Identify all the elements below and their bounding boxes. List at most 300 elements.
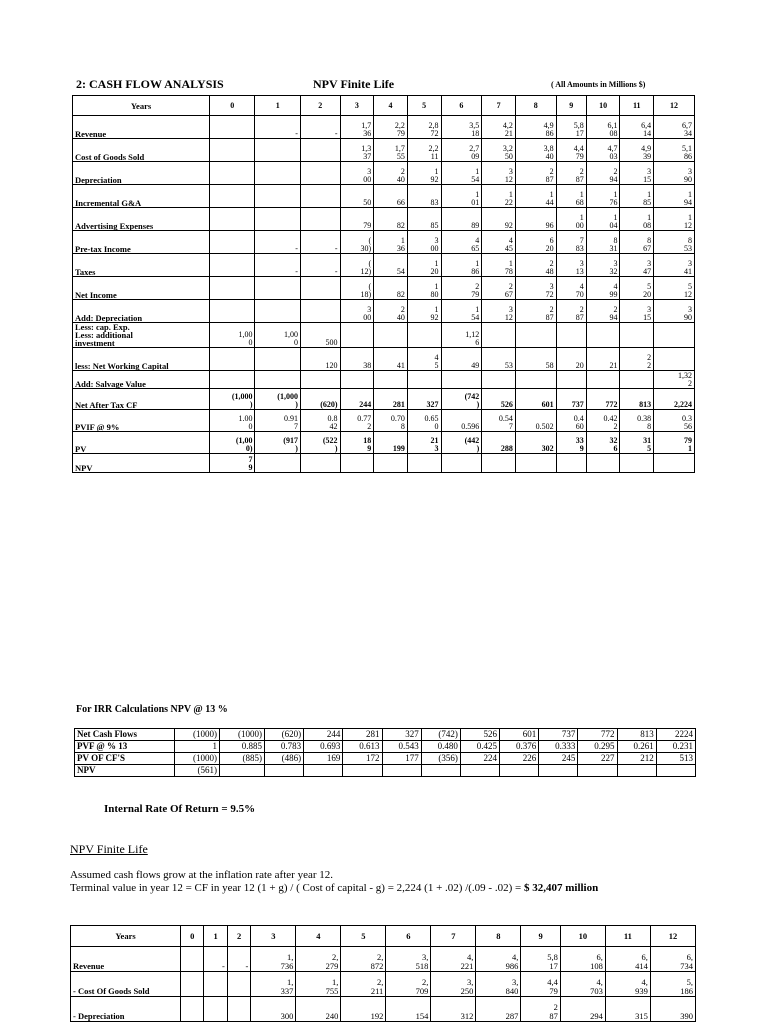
irr-result: Internal Rate Of Return = 9.5% [104, 803, 256, 815]
year-header: 5 [341, 926, 386, 947]
table-row [73, 410, 695, 432]
table-cell: 120 [300, 348, 340, 371]
table-cell: 390 [650, 997, 695, 1022]
row-label: NPV [73, 454, 210, 473]
table-row [73, 323, 695, 348]
table-cell: 199 [374, 432, 408, 454]
table-cell: 1, 736 [251, 947, 296, 972]
table-cell: 79 [340, 208, 374, 231]
npv-finite-life-table [70, 925, 696, 1022]
table-cell: (742) [421, 729, 460, 741]
table-cell: (561) [175, 765, 220, 777]
table-cell [300, 162, 340, 185]
row-label: Net Income [73, 277, 210, 300]
table-cell [255, 371, 300, 389]
table-cell [255, 454, 300, 473]
table-cell [586, 323, 620, 348]
table-cell [255, 139, 300, 162]
table-cell [515, 371, 556, 389]
table-cell: 1,00 0 [210, 323, 255, 348]
table-cell [421, 765, 460, 777]
table-cell: 737 [539, 729, 578, 741]
table-cell: 3, 250 [431, 972, 476, 997]
table-row [73, 116, 695, 139]
table-cell: 0.543 [382, 741, 421, 753]
table-cell: 7 9 [210, 454, 255, 473]
table-cell: 0.425 [460, 741, 499, 753]
table-cell: 2 67 [482, 277, 516, 300]
row-label: - Cost Of Goods Sold [71, 972, 181, 997]
year-header: 2 [227, 926, 250, 947]
table-cell [340, 454, 374, 473]
table-cell: 526 [460, 729, 499, 741]
table-cell: 154 [386, 997, 431, 1022]
table-cell [255, 348, 300, 371]
table-cell: 3 47 [620, 254, 654, 277]
table-cell: 92 [482, 208, 516, 231]
table-cell: 2, 872 [341, 947, 386, 972]
table-cell: - [300, 231, 340, 254]
table-cell: 18 9 [340, 432, 374, 454]
row-label: Advertising Expenses [73, 208, 210, 231]
table-cell: (620) [265, 729, 304, 741]
table-cell [300, 371, 340, 389]
table-cell [227, 997, 250, 1022]
table-cell: 245 [539, 753, 578, 765]
table-cell [586, 454, 620, 473]
table-cell [210, 277, 255, 300]
table-cell [204, 972, 227, 997]
table-cell: (442 ) [441, 432, 482, 454]
table-cell: 1 20 [407, 254, 441, 277]
header-row [71, 926, 696, 947]
table-cell: 8 31 [586, 231, 620, 254]
row-label: less: Net Working Capital [73, 348, 210, 371]
year-header: 10 [586, 96, 620, 116]
year-header: 2 [300, 96, 340, 116]
table-cell [460, 765, 499, 777]
table-cell: 1 68 [556, 185, 586, 208]
table-cell: 2, 279 [296, 947, 341, 972]
year-header: 9 [521, 926, 561, 947]
table-cell: 1 92 [407, 300, 441, 323]
table-cell: 31 5 [620, 432, 654, 454]
year-header: 4 [374, 96, 408, 116]
table-cell [654, 323, 695, 348]
table-cell: 4,4 79 [556, 139, 586, 162]
table-cell [300, 277, 340, 300]
table-cell [556, 371, 586, 389]
table-cell: 169 [304, 753, 343, 765]
table-cell: - [227, 947, 250, 972]
row-label: Revenue [73, 116, 210, 139]
table-cell: 302 [515, 432, 556, 454]
table-cell: 0.3 56 [654, 410, 695, 432]
table-cell: 3 90 [654, 300, 695, 323]
table-cell: 2 87 [515, 300, 556, 323]
table-cell [204, 997, 227, 1022]
table-cell [210, 208, 255, 231]
table-cell: 3, 840 [476, 972, 521, 997]
table-cell [255, 185, 300, 208]
table-cell: 8 53 [654, 231, 695, 254]
table-cell: 8 67 [620, 231, 654, 254]
table-cell [654, 348, 695, 371]
table-cell [340, 371, 374, 389]
years-label: Years [71, 926, 181, 947]
formula-text: Terminal value in year 12 = CF in year 12 (1 + g) / ( Cost of capital - g) = 2,224 (1 + .02) /(.09 - .02) = [70, 882, 524, 894]
table-cell [255, 162, 300, 185]
table-cell: 0.231 [656, 741, 695, 753]
table-cell: (1,000 ) [255, 389, 300, 410]
table-cell [343, 765, 382, 777]
row-label: - Depreciation [71, 997, 181, 1022]
table-cell: 4,9 39 [620, 139, 654, 162]
table-row [73, 139, 695, 162]
table-cell: 1 78 [482, 254, 516, 277]
table-cell [210, 371, 255, 389]
table-cell: 513 [656, 753, 695, 765]
table-cell: 4,7 03 [586, 139, 620, 162]
table-cell: 4, 986 [476, 947, 521, 972]
table-cell: 0.70 8 [374, 410, 408, 432]
table-cell [304, 765, 343, 777]
table-row [73, 185, 695, 208]
table-cell: 601 [515, 389, 556, 410]
table-cell: 3 00 [407, 231, 441, 254]
table-cell: 1 54 [441, 300, 482, 323]
table-cell: 0.376 [500, 741, 539, 753]
table-cell [181, 997, 204, 1022]
table-row [71, 972, 696, 997]
table-cell [227, 972, 250, 997]
table-cell: - [255, 116, 300, 139]
table-cell: (917 ) [255, 432, 300, 454]
table-cell [300, 185, 340, 208]
table-cell: (1000) [220, 729, 265, 741]
table-cell: 1, 337 [251, 972, 296, 997]
table-cell [620, 371, 654, 389]
table-cell: 1 80 [407, 277, 441, 300]
table-row [71, 947, 696, 972]
table-cell: 1 22 [482, 185, 516, 208]
cash-flow-table [72, 95, 695, 473]
table-cell [210, 162, 255, 185]
table-cell: 2 48 [515, 254, 556, 277]
table-cell: 1, 755 [296, 972, 341, 997]
table-cell: 82 [374, 208, 408, 231]
table-cell: 1,00 0 [255, 323, 300, 348]
table-cell: 3 72 [515, 277, 556, 300]
table-cell: 4 5 [407, 348, 441, 371]
table-cell [482, 323, 516, 348]
table-cell: 4,2 21 [482, 116, 516, 139]
table-row [73, 432, 695, 454]
table-cell: ( 12) [340, 254, 374, 277]
table-cell: 772 [586, 389, 620, 410]
table-cell: 6,7 34 [654, 116, 695, 139]
table-cell: 1 86 [441, 254, 482, 277]
table-cell [482, 454, 516, 473]
table-cell [620, 454, 654, 473]
table-cell: 0.42 2 [586, 410, 620, 432]
table-cell: (486) [265, 753, 304, 765]
table-row [75, 753, 696, 765]
table-cell: 0.885 [220, 741, 265, 753]
year-header: 9 [556, 96, 586, 116]
table-cell [515, 454, 556, 473]
table-cell [656, 765, 695, 777]
table-cell: (356) [421, 753, 460, 765]
table-cell: 0.693 [304, 741, 343, 753]
table-cell: (1,00 0) [210, 432, 255, 454]
table-cell [255, 208, 300, 231]
table-cell: 21 3 [407, 432, 441, 454]
table-cell: 212 [617, 753, 656, 765]
year-header: 5 [407, 96, 441, 116]
table-cell: 1 76 [586, 185, 620, 208]
table-cell: 4,4 79 [521, 972, 561, 997]
table-cell: 58 [515, 348, 556, 371]
table-cell: 2,2 11 [407, 139, 441, 162]
table-cell: 1 [175, 741, 220, 753]
table-cell: 2 40 [374, 300, 408, 323]
table-cell: 82 [374, 277, 408, 300]
row-label: Revenue [71, 947, 181, 972]
table-cell: 281 [343, 729, 382, 741]
table-cell: 3,2 50 [482, 139, 516, 162]
table-row [73, 231, 695, 254]
table-cell: 1,3 37 [340, 139, 374, 162]
table-cell: (522 ) [300, 432, 340, 454]
table-cell [300, 208, 340, 231]
year-header: 4 [296, 926, 341, 947]
table-cell: 1 94 [654, 185, 695, 208]
table-cell: 5,8 17 [521, 947, 561, 972]
table-cell [500, 765, 539, 777]
row-label: Depreciation [73, 162, 210, 185]
table-cell: 288 [482, 432, 516, 454]
table-row [75, 741, 696, 753]
table-cell [220, 765, 265, 777]
table-cell: 4 99 [586, 277, 620, 300]
table-cell: 3 00 [340, 162, 374, 185]
table-cell: 3 12 [482, 300, 516, 323]
table-cell: 3 13 [556, 254, 586, 277]
table-cell: 327 [382, 729, 421, 741]
table-row [71, 997, 696, 1022]
table-cell [586, 371, 620, 389]
table-cell: 0.261 [617, 741, 656, 753]
table-row [73, 300, 695, 323]
page-subtitle: NPV Finite Life [313, 77, 395, 91]
table-cell: 2 79 [441, 277, 482, 300]
table-cell: 4 70 [556, 277, 586, 300]
row-label: NPV [75, 765, 175, 777]
table-row [73, 371, 695, 389]
table-cell [382, 765, 421, 777]
table-cell: (742 ) [441, 389, 482, 410]
row-label: PVIF @ 9% [73, 410, 210, 432]
table-cell: 5 20 [620, 277, 654, 300]
table-cell [654, 454, 695, 473]
table-cell: 66 [374, 185, 408, 208]
table-cell: 33 9 [556, 432, 586, 454]
table-cell: 2 40 [374, 162, 408, 185]
table-cell: 1 44 [515, 185, 556, 208]
table-cell [255, 277, 300, 300]
year-header: 11 [620, 96, 654, 116]
table-cell: 6 20 [515, 231, 556, 254]
formula-result: $ 32,407 million [523, 882, 599, 894]
table-cell: 79 1 [654, 432, 695, 454]
irr-title: For IRR Calculations NPV @ 13 % [76, 704, 228, 715]
table-cell: 54 [374, 254, 408, 277]
row-label: Net Cash Flows [75, 729, 175, 741]
table-cell: 0.38 8 [620, 410, 654, 432]
table-cell: 96 [515, 208, 556, 231]
table-cell: 20 [556, 348, 586, 371]
table-cell: - [300, 116, 340, 139]
table-cell [210, 185, 255, 208]
table-cell: (1,000 ) [210, 389, 255, 410]
table-row [73, 389, 695, 410]
assumption-text: Assumed cash flows grow at the inflation rate after year 12. [70, 869, 333, 881]
table-cell: 6,1 08 [586, 116, 620, 139]
table-cell [265, 765, 304, 777]
year-header: 11 [605, 926, 650, 947]
section-title: 2: CASH FLOW ANALYSIS [76, 77, 224, 91]
table-cell: 1 01 [441, 185, 482, 208]
table-cell: 2 87 [556, 300, 586, 323]
table-cell: 2, 211 [341, 972, 386, 997]
table-cell: 41 [374, 348, 408, 371]
row-label: PV [73, 432, 210, 454]
table-cell: 226 [500, 753, 539, 765]
table-cell: 3,5 18 [441, 116, 482, 139]
table-cell: 227 [578, 753, 617, 765]
year-header: 6 [441, 96, 482, 116]
row-label: Add: Salvage Value [73, 371, 210, 389]
table-cell: 3 41 [654, 254, 695, 277]
year-header: 6 [386, 926, 431, 947]
table-cell [210, 139, 255, 162]
table-cell [374, 371, 408, 389]
table-cell: 0.65 0 [407, 410, 441, 432]
table-cell [210, 231, 255, 254]
table-row [73, 254, 695, 277]
table-cell [515, 323, 556, 348]
table-cell: 1 36 [374, 231, 408, 254]
table-cell [556, 323, 586, 348]
table-cell [539, 765, 578, 777]
table-row [75, 729, 696, 741]
table-cell: 0.8 42 [300, 410, 340, 432]
table-cell: 240 [296, 997, 341, 1022]
table-cell: 0.783 [265, 741, 304, 753]
table-cell: 38 [340, 348, 374, 371]
row-label: PV OF CF'S [75, 753, 175, 765]
table-cell: 4 45 [482, 231, 516, 254]
terminal-value-formula [70, 882, 598, 894]
table-cell: 2,2 79 [374, 116, 408, 139]
table-cell: 3 32 [586, 254, 620, 277]
table-cell [441, 454, 482, 473]
table-cell [374, 454, 408, 473]
table-cell: 224 [460, 753, 499, 765]
table-cell: 3 12 [482, 162, 516, 185]
table-cell: 49 [441, 348, 482, 371]
table-cell: 5, 186 [650, 972, 695, 997]
row-label: Incremental G&A [73, 185, 210, 208]
table-cell: 53 [482, 348, 516, 371]
table-cell [340, 323, 374, 348]
table-cell: 2 94 [586, 162, 620, 185]
table-cell: 281 [374, 389, 408, 410]
table-cell: 813 [620, 389, 654, 410]
row-label: PVF @ % 13 [75, 741, 175, 753]
year-header: 10 [560, 926, 605, 947]
table-cell: 601 [500, 729, 539, 741]
table-cell: 4, 939 [605, 972, 650, 997]
table-cell: 1 92 [407, 162, 441, 185]
table-cell: 5 12 [654, 277, 695, 300]
row-label: Less: cap. Exp. Less: additional investment [73, 323, 210, 348]
table-cell: 2,8 72 [407, 116, 441, 139]
npv-finite-life-title: NPV Finite Life [70, 842, 148, 856]
table-cell: 192 [341, 997, 386, 1022]
table-cell: 0.596 [441, 410, 482, 432]
table-cell: 300 [251, 997, 296, 1022]
table-cell: 3, 518 [386, 947, 431, 972]
year-header: 3 [251, 926, 296, 947]
table-cell [181, 972, 204, 997]
table-cell [300, 300, 340, 323]
table-cell: 2224 [656, 729, 695, 741]
table-cell [556, 454, 586, 473]
table-cell: 2 87 [515, 162, 556, 185]
table-cell: 294 [560, 997, 605, 1022]
row-label: Add: Depreciation [73, 300, 210, 323]
table-cell: 1 04 [586, 208, 620, 231]
table-cell: 0.333 [539, 741, 578, 753]
table-cell: 83 [407, 185, 441, 208]
table-cell [441, 371, 482, 389]
table-cell: 244 [340, 389, 374, 410]
row-label: Cost of Goods Sold [73, 139, 210, 162]
table-cell: 5,1 86 [654, 139, 695, 162]
year-header: 1 [204, 926, 227, 947]
table-cell: 2 94 [586, 300, 620, 323]
years-label: Years [73, 96, 210, 116]
table-cell: 526 [482, 389, 516, 410]
table-cell: 177 [382, 753, 421, 765]
table-cell: 2,224 [654, 389, 695, 410]
table-cell: 1 85 [620, 185, 654, 208]
table-cell: 2 87 [556, 162, 586, 185]
table-cell [407, 371, 441, 389]
table-cell: 172 [343, 753, 382, 765]
table-cell: 6, 734 [650, 947, 695, 972]
table-cell [620, 323, 654, 348]
table-cell: ( 30) [340, 231, 374, 254]
table-cell: - [255, 231, 300, 254]
table-cell: (885) [220, 753, 265, 765]
table-cell: (1000) [175, 729, 220, 741]
table-row [73, 277, 695, 300]
year-header: 8 [476, 926, 521, 947]
table-cell: 50 [340, 185, 374, 208]
